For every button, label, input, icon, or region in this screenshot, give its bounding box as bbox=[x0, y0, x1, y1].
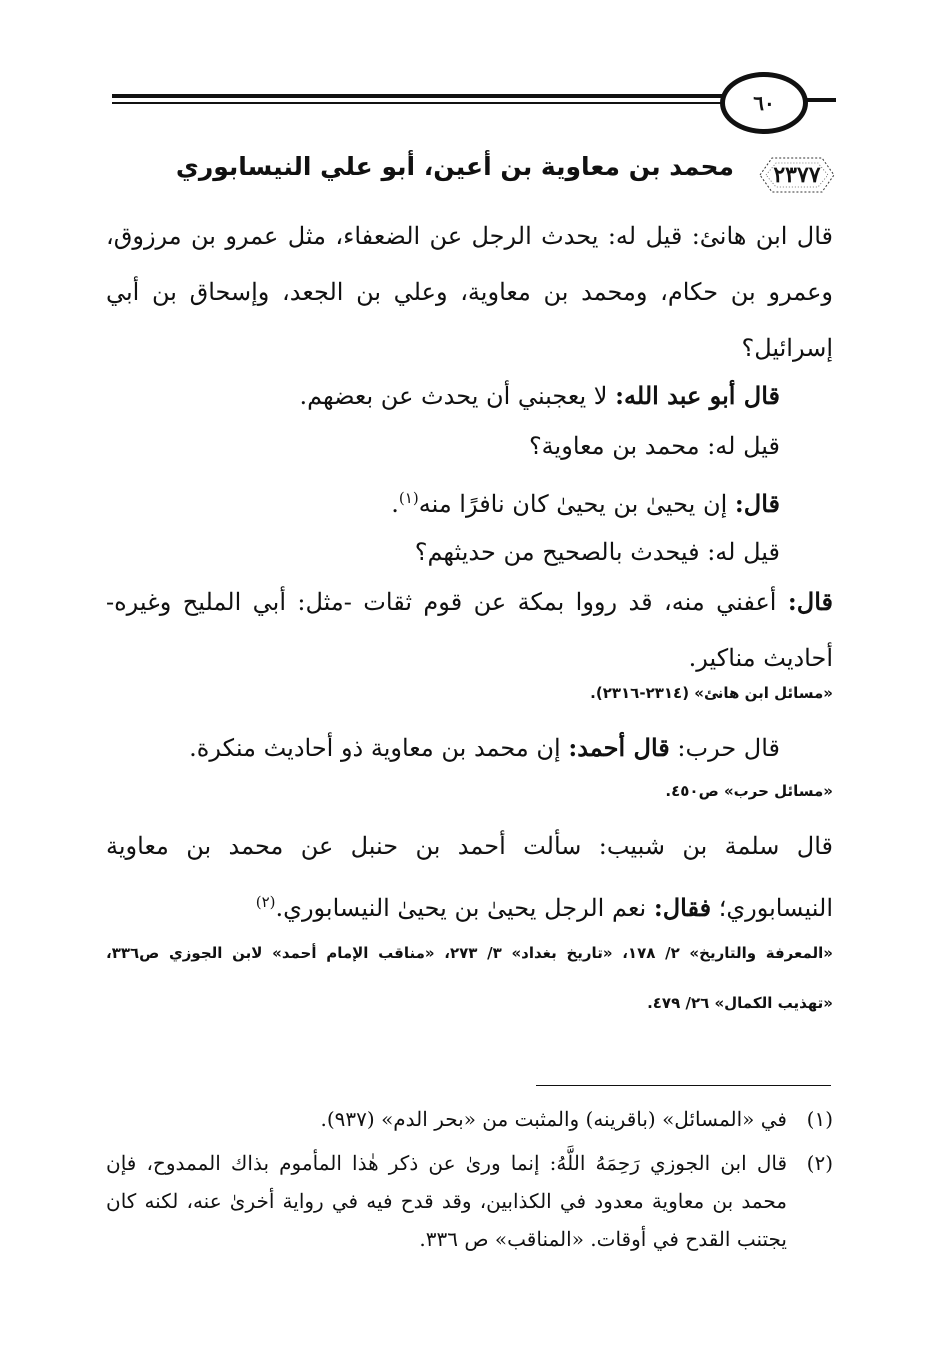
entry-title: محمد بن معاوية بن أعين، أبو علي النيسابوري bbox=[175, 152, 734, 181]
speaker-qal-2: قال: bbox=[787, 587, 833, 616]
speaker-faqal: فقال: bbox=[653, 893, 712, 922]
footnote-ref-1[interactable]: (١) bbox=[398, 489, 419, 507]
citation-1-text: «مسائل ابن هانئ» (٢٣١٤-٢٣١٦). bbox=[590, 684, 833, 702]
speaker-ahmad: قال أحمد: bbox=[568, 733, 670, 762]
paragraph-4-end: . bbox=[391, 490, 399, 518]
footnote-2-mark: (٢) bbox=[806, 1151, 833, 1175]
footnote-2-text: قال ابن الجوزي رَحِمَهُ اللَّهُ: إنما ورىٰ عن ذكر هٰذا المأموم بذاك الممدوح، فإن محمد بن معاوية معدود في الكذابين، وقد قدح فيه في رواية أخرىٰ عنه، لكنه كان يجتنب القدح في أوقات. «المناقب» ص ٣٣٦. bbox=[106, 1151, 787, 1251]
entry-number: ٢٣٧٧ bbox=[773, 162, 821, 188]
footnote-1-text: في «المسائل» (باقرينه) والمثبت من «بحر الدم» (٩٣٧). bbox=[320, 1107, 787, 1131]
citation-2-text: «مسائل حرب» ص٤٥٠. bbox=[665, 782, 833, 800]
paragraph-6-text: أعفني منه، قد رووا بمكة عن قوم ثقات -مثل: أبي المليح وغيره- أحاديث مناكير. bbox=[106, 588, 833, 672]
paragraph-8-text: نعم الرجل يحيىٰ بن يحيىٰ النيسابوري. bbox=[275, 894, 647, 922]
paragraph-3 bbox=[100, 418, 780, 474]
paragraph-5 bbox=[100, 524, 780, 580]
paragraph-8 bbox=[106, 818, 833, 936]
citation-2 bbox=[106, 776, 833, 806]
citation-3-text: «المعرفة والتاريخ» ٢/ ١٧٨، «تاريخ بغداد» ٣/ ٢٧٣، «مناقب الإمام أحمد» لابن الجوزي ص٣٣٦، «تهذيب الكمال» ٢٦/ ٤٧٩. bbox=[106, 944, 833, 1012]
paragraph-2 bbox=[100, 368, 780, 424]
citation-1 bbox=[106, 678, 833, 708]
footnote-divider bbox=[536, 1085, 831, 1086]
paragraph-2-text: لا يعجبني أن يحدث عن بعضهم. bbox=[299, 382, 608, 410]
header-rule-thin bbox=[112, 102, 724, 104]
footnote-ref-2[interactable]: (٢) bbox=[255, 893, 276, 911]
footnote-2 bbox=[106, 1144, 833, 1258]
paragraph-7-text: إن محمد بن معاوية ذو أحاديث منكرة. bbox=[189, 734, 561, 762]
paragraph-4-text: إن يحيىٰ بن يحيىٰ كان نافرًا منه bbox=[418, 490, 728, 518]
page-number-frame bbox=[720, 72, 808, 134]
paragraph-5-text: قيل له: فيحدث بالصحيح من حديثهم؟ bbox=[414, 538, 780, 566]
paragraph-3-text: قيل له: محمد بن معاوية؟ bbox=[528, 432, 780, 460]
page-number: ٦٠ bbox=[753, 91, 775, 115]
entry-number-badge bbox=[752, 150, 842, 200]
paragraph-7 bbox=[100, 720, 780, 776]
footnote-1-mark: (١) bbox=[806, 1107, 833, 1131]
footnote-1 bbox=[106, 1100, 833, 1138]
paragraph-1 bbox=[106, 208, 833, 376]
speaker-abu-abdullah: قال أبو عبد الله: bbox=[615, 381, 780, 410]
paragraph-7-lead: قال حرب: bbox=[677, 734, 780, 762]
paragraph-6 bbox=[106, 574, 833, 686]
speaker-qal-1: قال: bbox=[734, 489, 780, 518]
header-rule-right bbox=[806, 98, 836, 102]
header-rule-thick bbox=[112, 94, 724, 98]
citation-3 bbox=[106, 928, 833, 1028]
paragraph-1-text: قال ابن هانئ: قيل له: يحدث الرجل عن الضعفاء، مثل عمرو بن مرزوق، وعمرو بن حكام، ومحمد بن معاوية، وعلي بن الجعد، وإسحاق بن أبي إسرائيل؟ bbox=[106, 222, 833, 362]
paragraph-8-lead: قال سلمة بن شبيب: سألت أحمد بن حنبل عن محمد بن معاوية النيسابوري؛ bbox=[106, 832, 833, 922]
paragraph-4 bbox=[100, 470, 780, 532]
